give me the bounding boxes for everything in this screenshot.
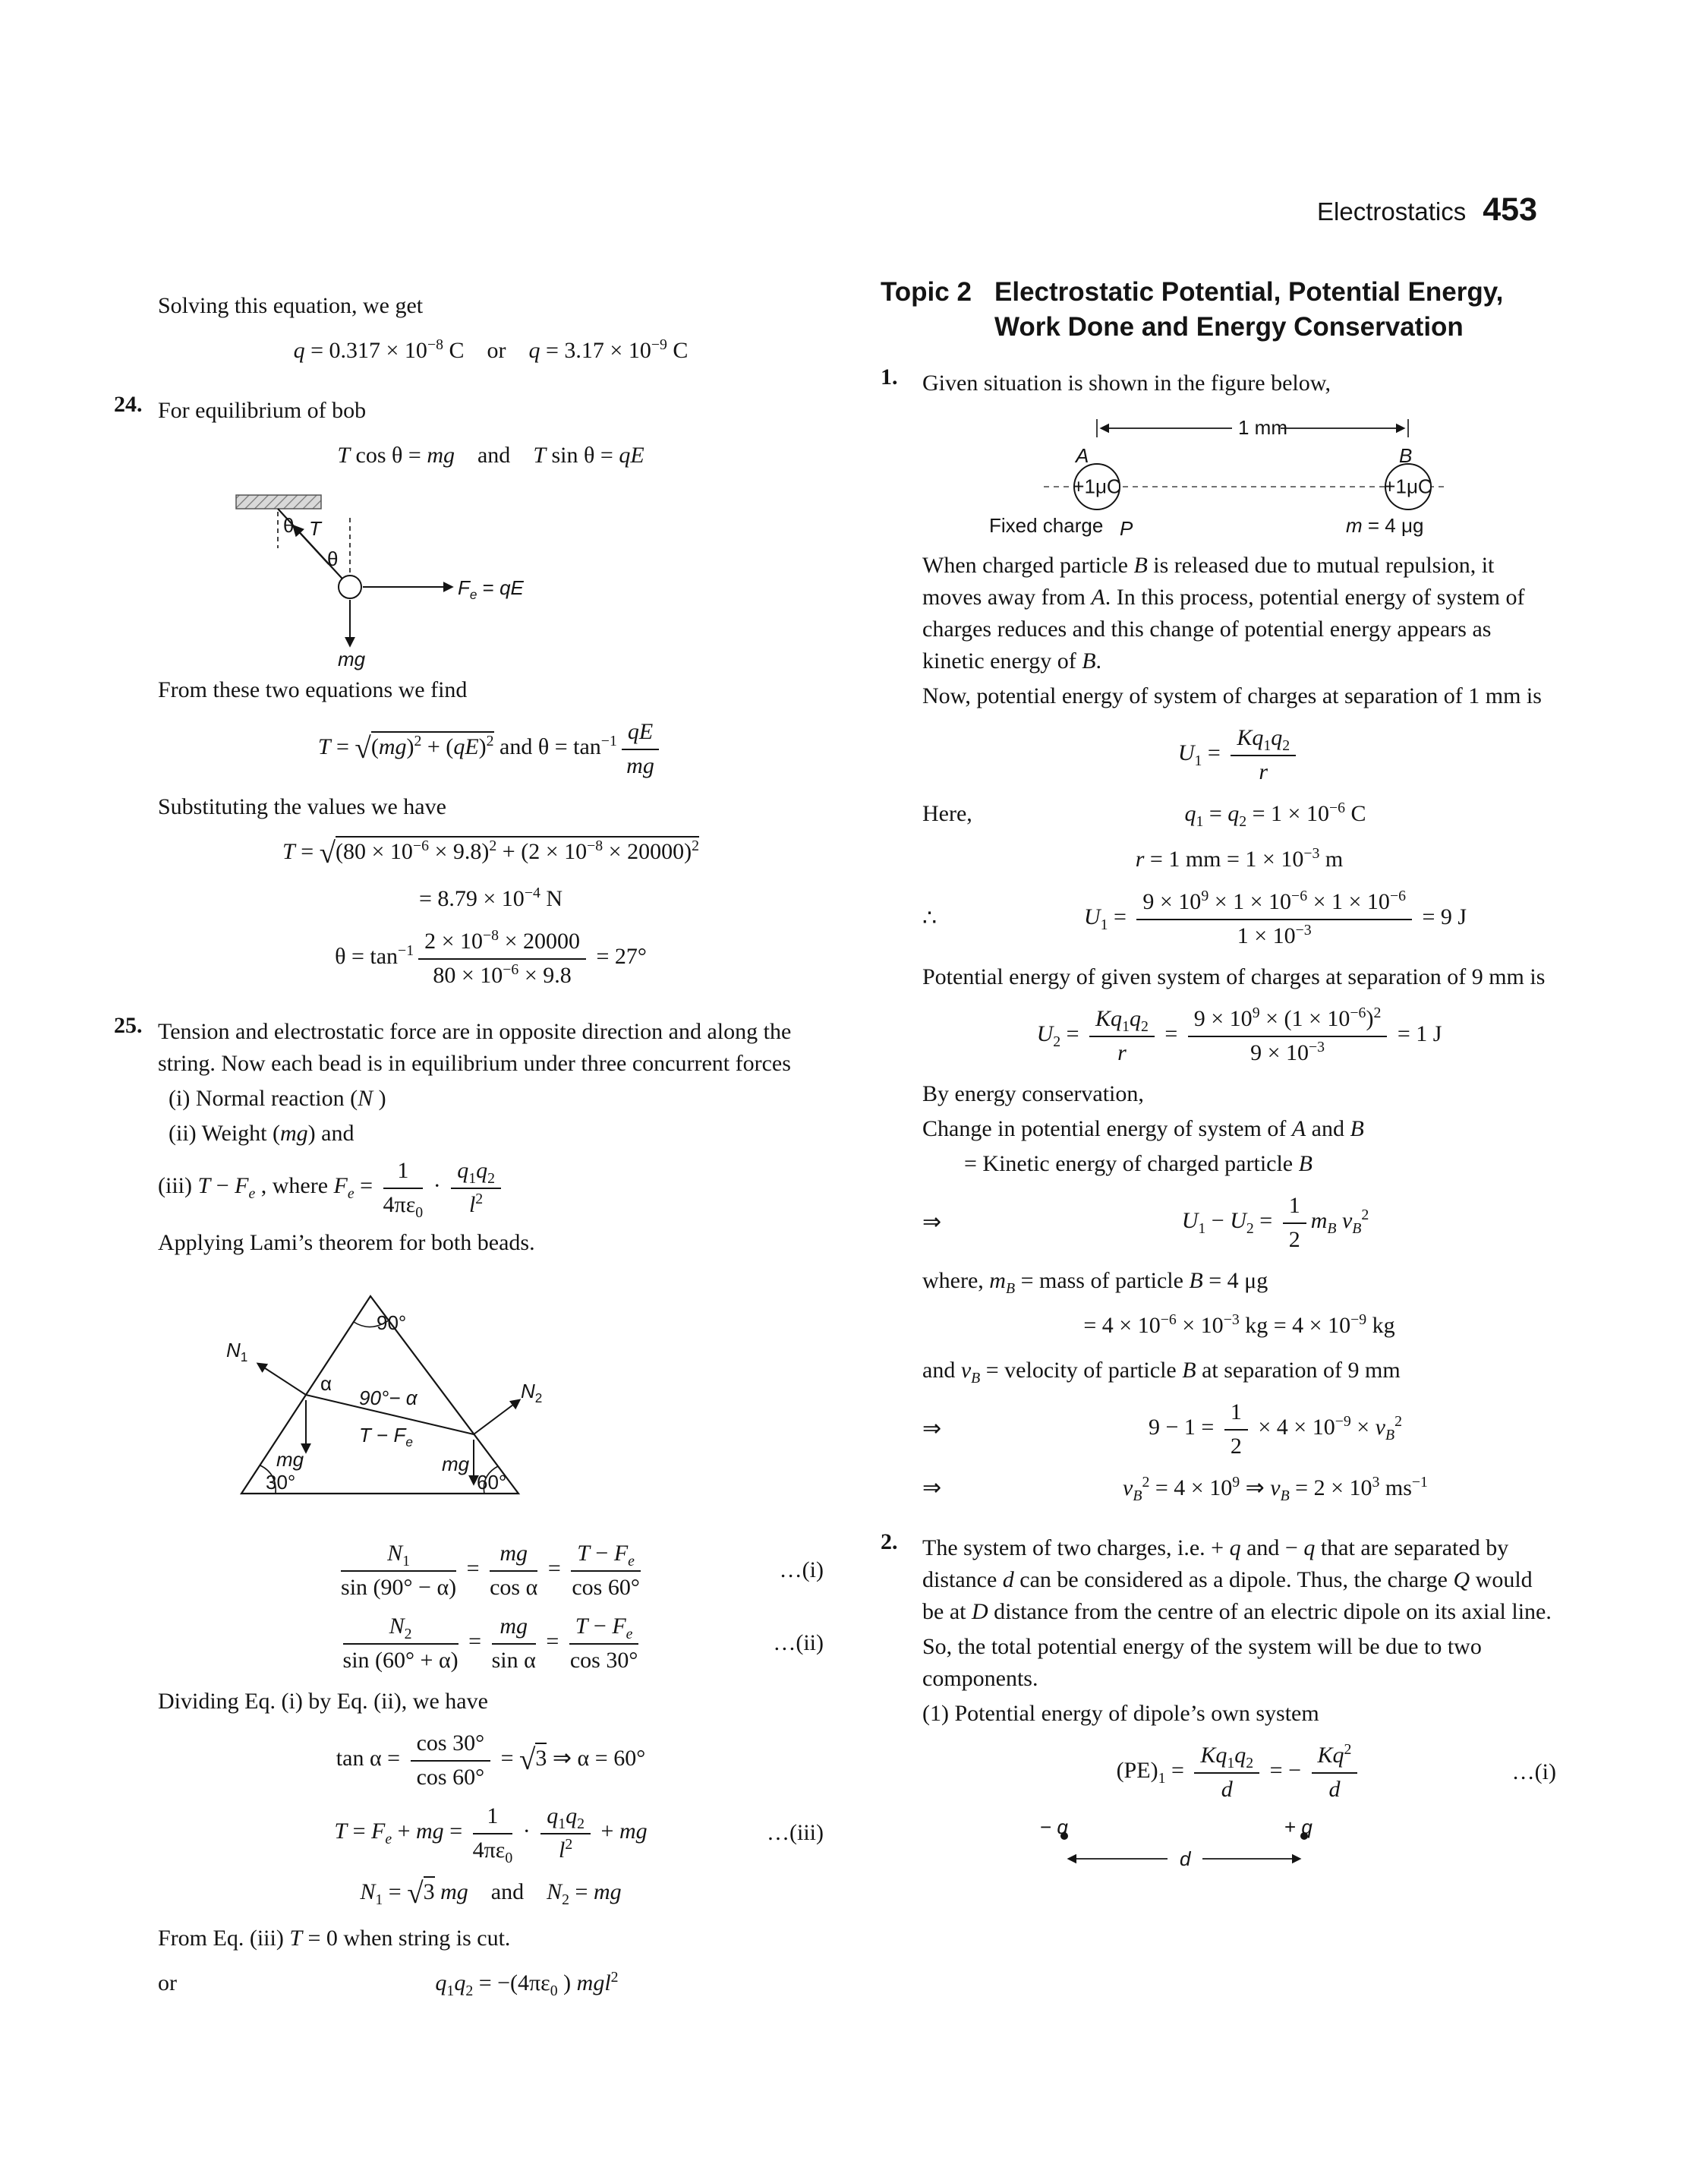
- equation-body: $T = F_e$ + mg = $\frac{1}{4\pi\varepsilon_0}$ · $\frac{q_1q_2}{l^2}$ + mg: [334, 1803, 648, 1866]
- paragraph: where, $m_B$ = mass of particle B = 4 μg: [922, 1268, 1268, 1297]
- paragraph: For equilibrium of bob: [158, 398, 367, 423]
- right-column: [881, 275, 1556, 2012]
- apex-angle-label: 90°: [377, 1311, 407, 1335]
- weight-left-label: mg: [276, 1448, 304, 1472]
- complement-angle-label: 90°− α: [359, 1386, 418, 1410]
- weight-label: mg: [338, 648, 366, 670]
- right-angle-label: 60°: [477, 1471, 507, 1494]
- bob-circle: [339, 576, 361, 598]
- normal-two-label: $N_2$: [521, 1380, 543, 1406]
- topic-heading: [881, 275, 1556, 345]
- point-a-label: A: [1076, 444, 1089, 467]
- equation-body: $U_1 - U_2$ = $\frac{1}{2}$ $m_B$ $v_B^2$: [1181, 1193, 1369, 1252]
- equation-row: [922, 888, 1556, 949]
- negative-charge-label: − q: [1040, 1815, 1068, 1838]
- item-number: 24.: [114, 392, 143, 417]
- equation: r = 1 mm = $1 \times 10^{-3}$ m: [1135, 845, 1344, 872]
- equation: tan α = $\frac{\cos 30^\circ}{\cos 60^\circ}$ = √3 ⇒ α = 60°: [336, 1730, 646, 1790]
- equation: $\theta = \tan^{-1}$ $\frac{2 \times 10^{-8} \times 20000}{80 \times 10^{-6} \times 9.8}$ = 27°: [335, 927, 647, 988]
- distance-label: d: [1180, 1847, 1191, 1870]
- paragraph: From Eq. (iii) T = 0 when string is cut.: [158, 1926, 511, 1951]
- paragraph: From these two equations we find: [158, 677, 468, 702]
- solution-item-24: [114, 392, 824, 1001]
- page-header: [1317, 191, 1537, 229]
- equation: $U_1$ = $\frac{Kq_1q_2}{r}$: [922, 724, 1556, 785]
- equation-body: $q_1 = q_2 = 1 \times 10^{-6}$ C: [1184, 800, 1366, 830]
- item-number: 1.: [881, 364, 898, 390]
- equation-tag: …(i): [1511, 1759, 1556, 1784]
- equation-row: [922, 1472, 1556, 1505]
- implies-symbol: ⇒: [922, 1416, 942, 1441]
- paragraph: Potential energy of given system of charges at separation of 9 mm is: [922, 964, 1546, 989]
- point-b-label: B: [1399, 444, 1413, 467]
- mass-label: m = 4 μg: [1346, 514, 1424, 537]
- paragraph: The system of two charges, i.e. + q and − q that are separated by distance d can be considered as a dipole. Thus, the charge Q would be at D distance from the centre of an electric dipole on its axial line.: [922, 1535, 1552, 1624]
- therefore-symbol: ∴: [922, 906, 938, 931]
- charges-figure: [945, 409, 1446, 544]
- equation: $T = √(80 \times 10^{-6} \times 9.8)^2 + (2 \times 10^{-8} \times 20000)^2$: [282, 837, 699, 870]
- equation-row: [922, 1399, 1556, 1459]
- intro-text: Solving this equation, we get: [158, 293, 424, 318]
- weight-right-label: mg: [442, 1453, 470, 1476]
- left-column: [114, 275, 824, 2012]
- separation-label: 1 mm: [1238, 416, 1287, 439]
- equation-tag: …(ii): [773, 1630, 824, 1656]
- topic-label: Topic 2: [881, 277, 972, 307]
- equation-body: $q_1q_2 = -(4\pi\varepsilon_0$ ) mgl$^2$: [435, 1969, 619, 2000]
- equation-tag: …(i): [779, 1557, 824, 1583]
- chapter-title: Electrostatics: [1317, 197, 1467, 226]
- equation-tag: …(iii): [767, 1820, 824, 1846]
- list-item: (iii) $T - F_e$ , where $F_e$ = $\frac{1}{4\pi\varepsilon_0}$ · $\frac{q_1q_2}{l^2}$: [158, 1157, 824, 1218]
- paragraph: Substituting the values we have: [158, 794, 446, 819]
- equation-body: $(PE)_1$ = $\frac{Kq_1q_2}{d}$ = − $\frac{Kq^2}{d}$: [1117, 1758, 1363, 1783]
- paragraph: Now, potential energy of system of charges at separation of 1 mm is: [922, 683, 1542, 708]
- paragraph: Tension and electrostatic force are in opposite direction and along the string. Now each bead is in equilibrium under three concurrent forces: [158, 1019, 792, 1077]
- dipole-figure: [1017, 1815, 1344, 1882]
- equation-row: [922, 1192, 1556, 1253]
- normal-one-arrow: [258, 1364, 306, 1395]
- fixed-charge-label: Fixed charge: [989, 514, 1104, 537]
- theta-bob-label: θ: [327, 547, 339, 570]
- problem-item-2: [881, 1529, 1556, 1886]
- solution-item-25: [114, 1013, 824, 2012]
- item-number: 2.: [881, 1529, 898, 1554]
- equation-body: $\frac{N_1}{\sin (90^\circ - \alpha)}$ = $\frac{mg}{\text{cos α}}$ = $\frac{T - F_e}{\cos 60^\circ}$: [341, 1541, 640, 1600]
- list-item: (i) Normal reaction (N ): [169, 1086, 386, 1112]
- paragraph: Dividing Eq. (i) by Eq. (ii), we have: [158, 1689, 488, 1715]
- paragraph: By energy conservation,: [922, 1081, 1144, 1106]
- paragraph: When charged particle B is released due to mutual repulsion, it moves away from A. In this process, potential energy of system of charges reduces and this change of potential energy appears as kinetic energy of B.: [922, 553, 1525, 674]
- left-angle-label: 30°: [266, 1471, 296, 1494]
- two-column-layout: [114, 275, 1556, 2012]
- equation: = $8.79 \times 10^{-4}$ N: [418, 885, 563, 912]
- charge-a-value: +1μC: [1073, 475, 1121, 498]
- pendulum-figure: [230, 484, 556, 670]
- equation: [158, 1613, 824, 1674]
- electric-force-label: $F_e$ = qE: [458, 576, 524, 603]
- equation-body: $U_1$ = $\frac{9 \times 10^9 \times 1 \times 10^{-6} \times 1 \times 10^{-6}}{1 \times 10^{-3}}$ = 9 J: [1083, 888, 1467, 948]
- problem-item-1: [881, 364, 1556, 1517]
- equation: [158, 1803, 824, 1866]
- connector-word: Here,: [922, 801, 972, 826]
- point-p-label: P: [1120, 517, 1133, 540]
- paragraph: Change in potential energy of system of A and B: [922, 1116, 1364, 1141]
- normal-two-arrow: [474, 1400, 519, 1434]
- equation: $U_2$ = $\frac{Kq_1q_2}{r}$ = $\frac{9 \times 10^9 \times (1 \times 10^{-6})^2}{9 \times 10^{-3}}$ = 1 J: [1036, 1005, 1442, 1065]
- tension-label: T: [309, 517, 321, 540]
- equation-body: $\frac{N_2}{\sin (60^\circ + \alpha)}$ = $\frac{mg}{\text{sin α}}$ = $\frac{T - F_e}{\cos 30^\circ}$: [342, 1614, 638, 1673]
- paragraph: Given situation is shown in the figure below,: [922, 371, 1331, 396]
- equation: T cos θ = mg and T sin θ = qE: [337, 443, 644, 468]
- normal-one-label: $N_1$: [226, 1339, 248, 1365]
- equation-row: [158, 1967, 824, 2000]
- alpha-label: α: [320, 1372, 332, 1396]
- paragraph: (1) Potential energy of dipole’s own system: [922, 1701, 1319, 1726]
- paragraph: = Kinetic energy of charged particle B: [964, 1151, 1313, 1176]
- pendulum-drawing: [230, 484, 556, 667]
- equation: [922, 1742, 1556, 1803]
- page-number: 453: [1483, 191, 1537, 228]
- intro-block: [114, 287, 824, 380]
- lami-triangle-figure: [203, 1270, 560, 1528]
- implies-symbol: ⇒: [922, 1475, 942, 1500]
- equation-body: 9 − 1 = $\frac{1}{2}$ × $4 \times 10^{-9} \times v_B^2$: [1149, 1399, 1402, 1459]
- positive-charge-label: + q: [1284, 1815, 1313, 1838]
- equation: T = √(mg)$^2$ + (qE)$^2$ and $\theta = \tan^{-1}$ $\frac{qE}{mg}$: [158, 718, 824, 779]
- ceiling-bar: [236, 495, 321, 509]
- intro-equation: $q = 0.317 \times 10^{-8}$ C or $q = 3.17 \times 10^{-9}$ C: [293, 336, 689, 363]
- equation-body: $v_B^2 = 4 \times 10^9$ ⇒ $v_B = 2 \times 10^3$ $ms^{-1}$: [1123, 1474, 1428, 1504]
- item-number-spacer: [114, 287, 158, 380]
- tension-minus-force-label: $T - F_e$: [359, 1424, 413, 1450]
- equation: = $4 \times 10^{-6} \times 10^{-3}$ kg = $4 \times 10^{-9}$ kg: [1083, 1311, 1395, 1338]
- theta-pivot-label: θ: [283, 514, 295, 537]
- item-number: 25.: [114, 1013, 143, 1039]
- equation-row: [922, 797, 1556, 831]
- connector-word: or: [158, 1970, 177, 1996]
- paragraph: So, the total potential energy of the system will be due to two components.: [922, 1634, 1482, 1691]
- paragraph: and $v_B$ = velocity of particle B at separation of 9 mm: [922, 1358, 1401, 1386]
- topic-title: Electrostatic Potential, Potential Energy, Work Done and Energy Conservation: [994, 277, 1504, 342]
- paragraph: Applying Lami’s theorem for both beads.: [158, 1230, 535, 1256]
- list-item: (ii) Weight (mg) and: [169, 1121, 355, 1147]
- equation: [158, 1540, 824, 1601]
- implies-symbol: ⇒: [922, 1210, 942, 1235]
- charge-b-value: +1μC: [1384, 475, 1432, 498]
- equation: $N_1 = √3$ mg and $N_2$ = mg: [360, 1877, 622, 1910]
